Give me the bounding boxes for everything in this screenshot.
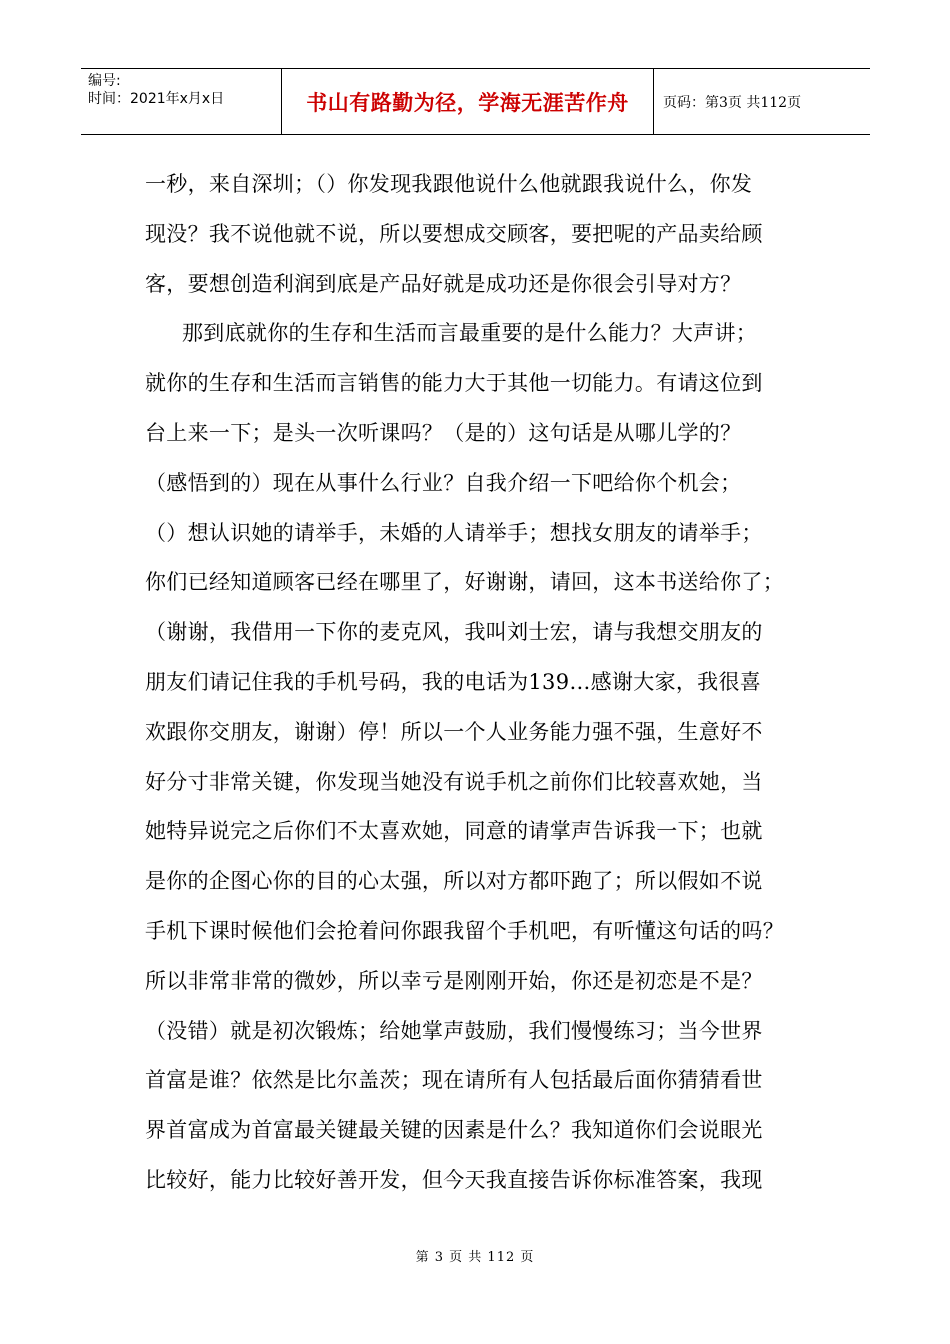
text-line: 比较好，能力比较好善开发，但今天我直接告诉你标准答案，我现: [145, 1167, 763, 1192]
header-meta: [81, 69, 282, 134]
header-motto: 书山有路勤为径，学海无涯苦作舟: [306, 89, 629, 115]
text-line: 所以非常非常的微妙，所以幸亏是刚刚开始，你还是初恋是不是？: [145, 968, 763, 993]
text-line: 就你的生存和生活而言销售的能力大于其他一切能力。有请这位到: [145, 371, 763, 396]
text-line: 首富是谁？依然是比尔盖茨；现在请所有人包括最后面你猜猜看世: [145, 1068, 763, 1093]
text-line: 好分寸非常关键，你发现当她没有说手机之前你们比较喜欢她，当: [145, 769, 763, 794]
text-line: 手机下课时候他们会抢着问你跟我留个手机吧，有听懂这句话的吗？: [145, 918, 784, 943]
text-line: 她特异说完之后你们不太喜欢她，同意的请掌声告诉我一下；也就: [145, 819, 763, 844]
text-line: 朋友们请记住我的手机号码，我的电话为139…感谢大家，我很喜: [145, 669, 762, 694]
text-line: 欢跟你交朋友，谢谢）停！所以一个人业务能力强不强，生意好不: [145, 719, 763, 744]
text-line: （）想认识她的请举手，未婚的人请举手；想找女朋友的请举手；: [145, 520, 763, 545]
text-line: 现没？我不说他就不说，所以要想成交顾客，要把呢的产品卖给顾: [145, 221, 763, 246]
text-line: （谢谢，我借用一下你的麦克风，我叫刘士宏，请与我想交朋友的: [145, 620, 763, 645]
text-line: 一秒，来自深圳；（）你发现我跟他说什么他就跟我说什么，你发: [145, 172, 753, 196]
body-text: [145, 160, 825, 1206]
document-date: 时间：2021年x月x日: [88, 91, 225, 107]
page-footer: 第 3 页 共 112 页: [415, 1250, 535, 1265]
document-number-label: 编号:: [88, 73, 121, 89]
text-line: 台上来一下；是头一次听课吗？（是的）这句话是从哪儿学的？: [145, 420, 742, 445]
text-line: 那到底就你的生存和生活而言最重要的是什么能力？大声讲；: [182, 321, 758, 346]
header-motto-cell: [282, 69, 654, 134]
text-line: （没错）就是初次锻炼；给她掌声鼓励，我们慢慢练习；当今世界: [145, 1018, 763, 1043]
text-line: 客，要想创造利润到底是产品好就是成功还是你很会引导对方？: [145, 271, 742, 296]
header-page-info: 页码：第3页 共112页: [663, 94, 802, 111]
text-line: 是你的企图心你的目的心太强，所以对方都吓跑了；所以假如不说: [145, 869, 763, 894]
text-line: （感悟到的）现在从事什么行业？自我介绍一下吧给你个机会；: [145, 470, 742, 495]
text-line: 你们已经知道顾客已经在哪里了，好谢谢，请回，这本书送给你了；: [145, 570, 784, 595]
document-header: [81, 68, 870, 135]
text-line: 界首富成为首富最关键最关键的因素是什么？我知道你们会说眼光: [145, 1118, 763, 1143]
